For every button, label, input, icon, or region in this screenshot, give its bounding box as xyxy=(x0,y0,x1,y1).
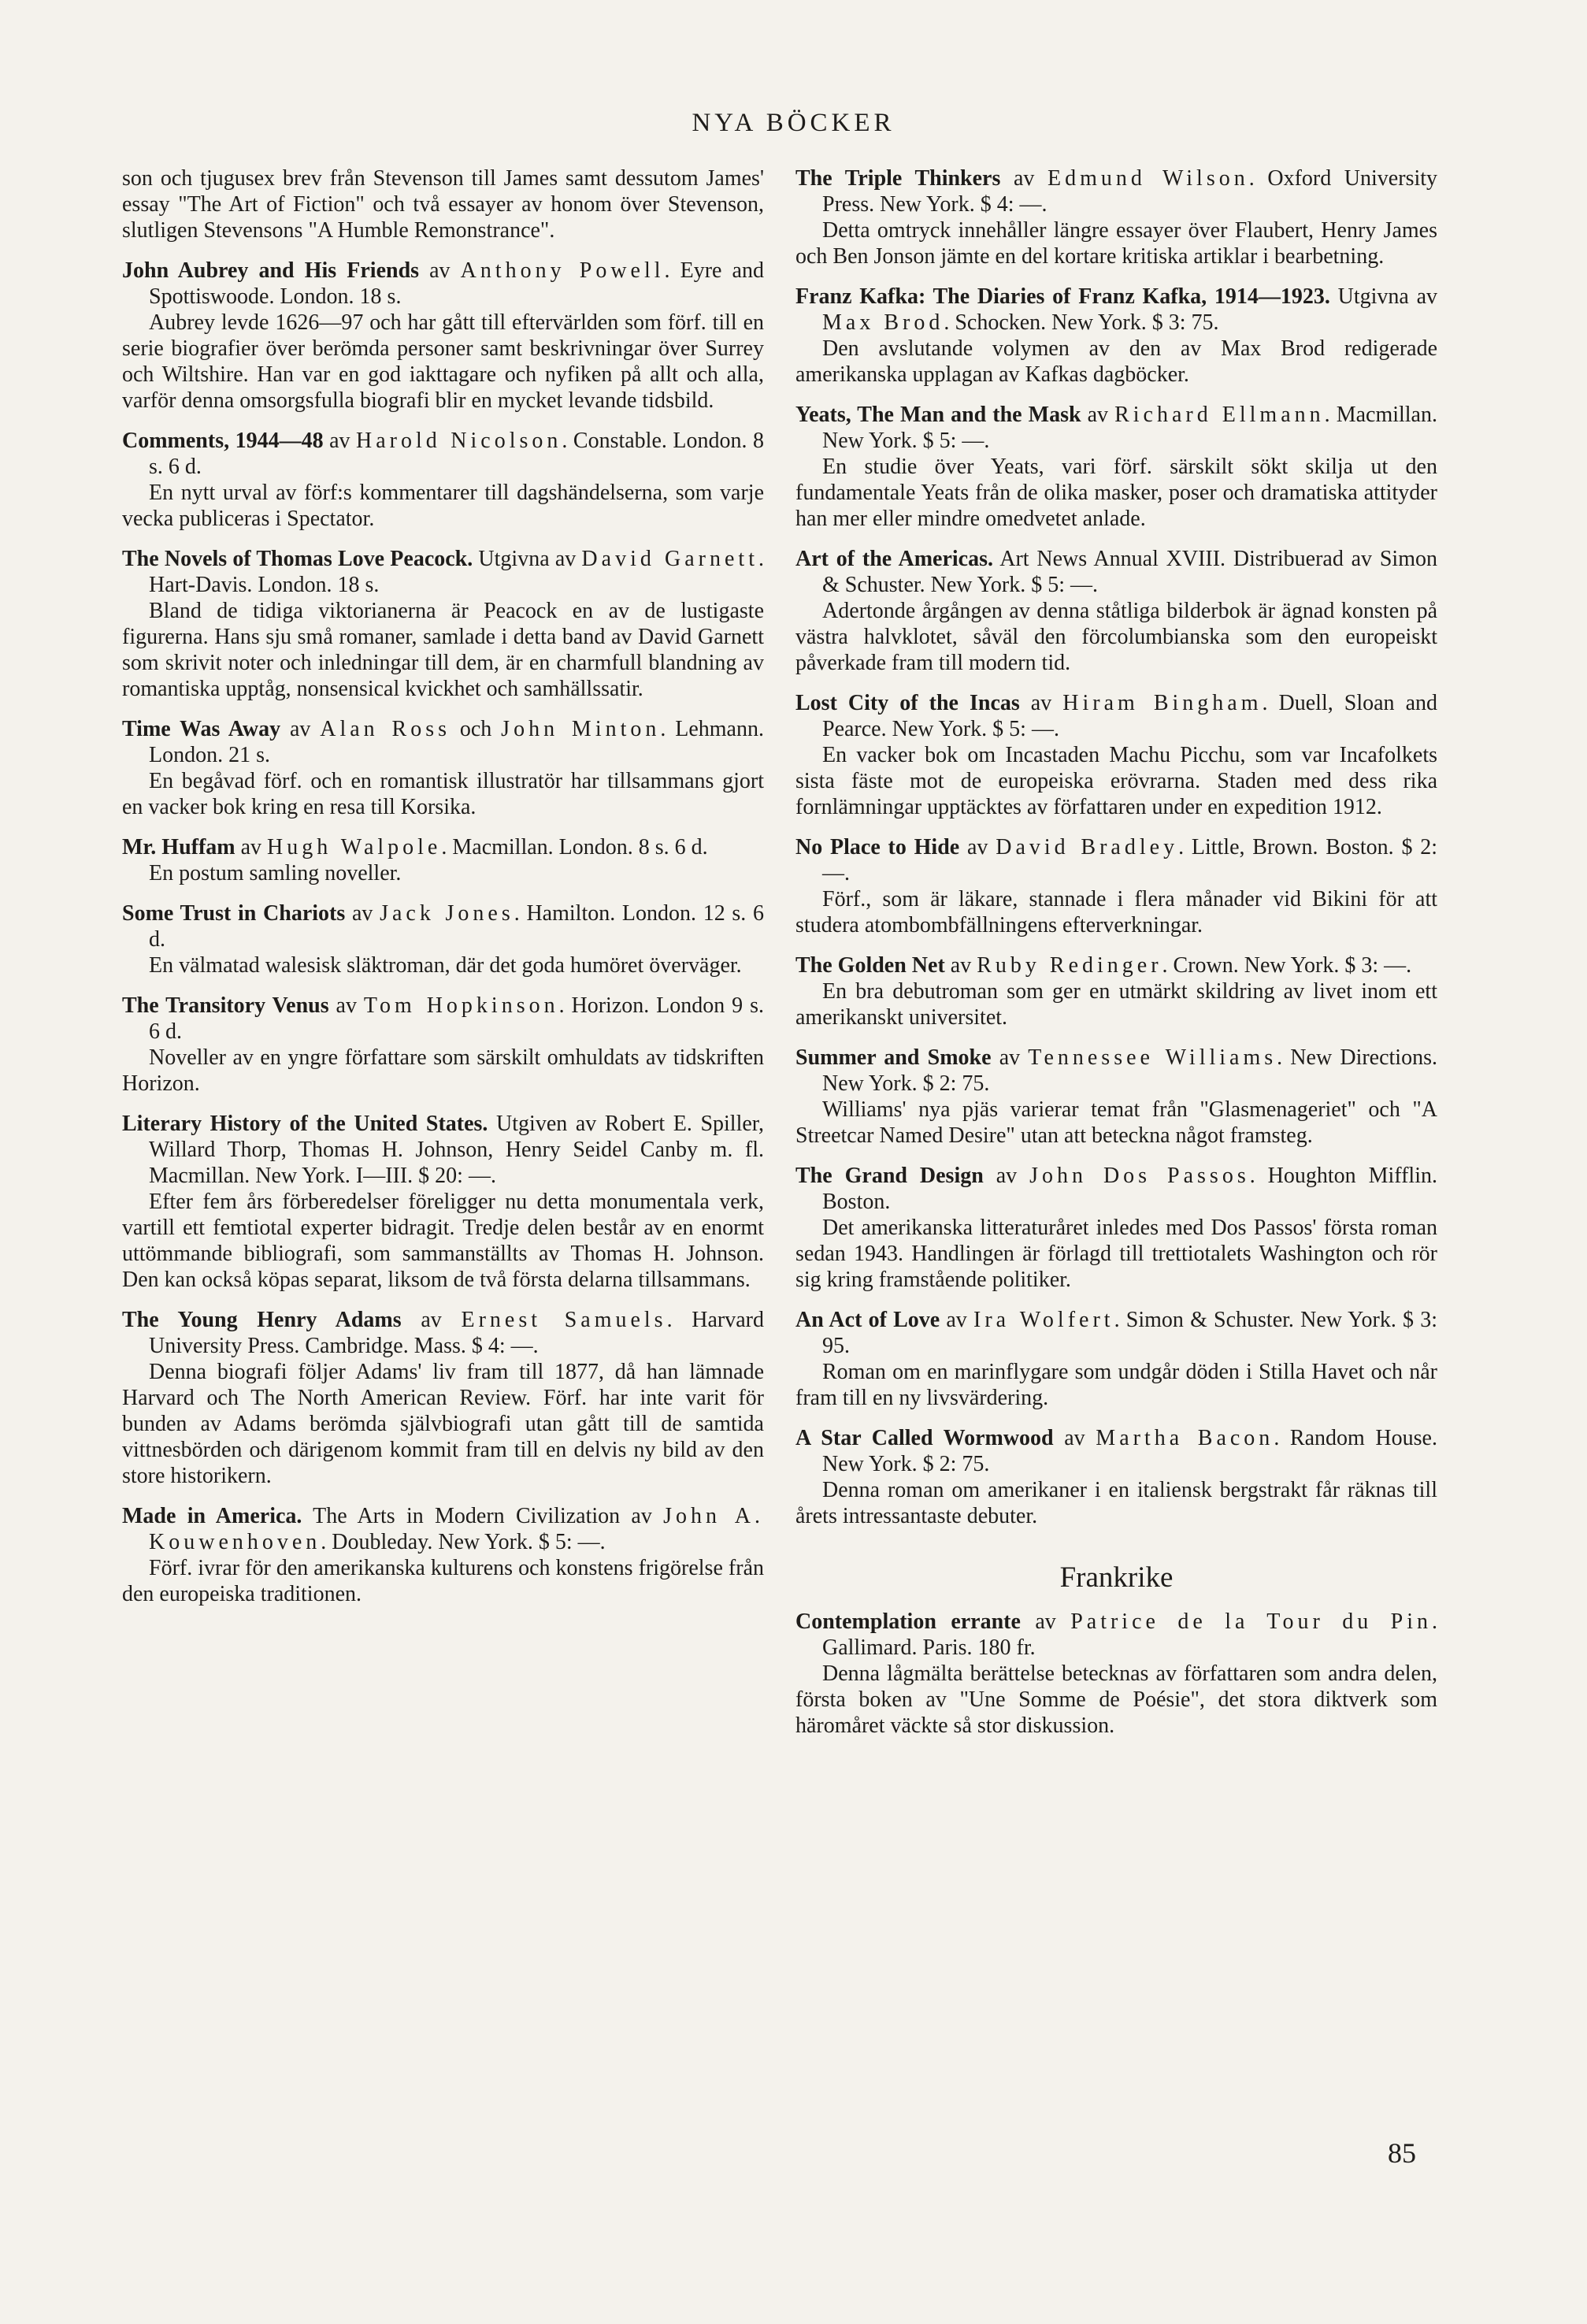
entry-description: En välmatad walesisk släktroman, där det goda humöret överväger. xyxy=(149,953,742,978)
book-title: Art of the Americas. xyxy=(795,547,993,571)
connector-text: Utgivna av xyxy=(1329,284,1438,309)
book-entry xyxy=(795,1045,1437,1149)
book-title: A Star Called Wormwood xyxy=(795,1426,1054,1450)
entry-description: Den avslutande volymen av den av Max Brod redigerade amerikanska upplagan av Kafkas dagböcker. xyxy=(795,336,1437,387)
entry-description: Adertonde årgången av denna ståtliga bilderbok är ägnad konsten på västra halvklotet, såväl den förcolumbianska som den europeiskt påverkade fram till modern tid. xyxy=(795,599,1437,675)
entry-description: Detta omtryck innehåller längre essayer över Flaubert, Henry James och Ben Jonson jämte en del kortare kritiska artiklar i bearbetning. xyxy=(795,218,1437,269)
publication-info: . Crown. New York. $ 3: —. xyxy=(1162,953,1412,978)
book-entry xyxy=(795,546,1437,676)
book-title: Made in America. xyxy=(122,1504,302,1528)
connector-text: av xyxy=(1081,403,1115,427)
publication-info: . Macmillan. London. 8 s. 6 d. xyxy=(441,835,708,859)
entry-heading xyxy=(122,993,764,1045)
book-entry xyxy=(795,834,1437,938)
author-name: Tom Hopkinson xyxy=(363,993,559,1018)
entry-heading xyxy=(795,952,1437,978)
author-name: Ernest Samuels xyxy=(461,1308,667,1332)
connector-text: av xyxy=(345,901,380,926)
publication-info: . Horizon. London 9 s. 6 d. xyxy=(149,993,764,1044)
running-header: NYA BÖCKER xyxy=(692,109,895,137)
entry-heading xyxy=(795,690,1437,742)
connector-text: av xyxy=(1020,1609,1071,1634)
connector-text: av xyxy=(419,258,461,283)
entry-description: Williams' nya pjäs varierar temat från "Glasmenageriet" och "A Streetcar Named Desire" utan att beteckna något framsteg. xyxy=(795,1097,1437,1148)
publication-info: . Lehmann. London. 21 s. xyxy=(149,717,764,767)
publication-info: . Doubleday. New York. $ 5: —. xyxy=(321,1530,606,1554)
connector-text: av xyxy=(1053,1426,1096,1450)
author-name: Anthony Powell xyxy=(460,258,665,283)
left-column xyxy=(122,165,764,1621)
book-entry xyxy=(795,1425,1437,1529)
entry-heading xyxy=(795,1045,1437,1097)
entry-description: En nytt urval av förf:s kommentarer till dagshändelserna, som varje vecka publiceras i Spectator. xyxy=(122,481,764,531)
book-entry xyxy=(122,428,764,532)
section-title: Frankrike xyxy=(1059,1561,1174,1594)
author-name: Max Brod xyxy=(822,310,944,335)
book-entry xyxy=(122,716,764,820)
connector-text: av xyxy=(323,429,357,453)
author-name: Martha Bacon xyxy=(1096,1426,1274,1450)
book-title: Franz Kafka: The Diaries of Franz Kafka, 1914—1923. xyxy=(795,284,1330,309)
book-title: John Aubrey and His Friends xyxy=(122,258,420,283)
entry-heading xyxy=(122,1503,764,1555)
entry-description: En begåvad förf. och en romantisk illustratör har tillsammans gjort en vacker bok kring en resa till Korsika. xyxy=(122,769,764,819)
entry-heading xyxy=(795,1609,1437,1661)
connector-text: av xyxy=(328,993,364,1018)
book-entry xyxy=(795,1307,1437,1411)
book-entry xyxy=(795,284,1437,388)
entry-description: Roman om en marinflygare som undgår döden i Stilla Havet och når fram till en ny livsvärdering. xyxy=(795,1360,1437,1410)
publication-info: Art News Annual XVIII. Distribuerad av Simon & Schuster. New York. $ 5: —. xyxy=(822,547,1437,597)
connector-text: av xyxy=(991,1045,1029,1070)
book-entry xyxy=(122,900,764,978)
author-name: John Dos Passos xyxy=(1029,1164,1250,1188)
publication-info: . Macmillan. New York. $ 5: —. xyxy=(822,403,1437,453)
publication-info: The Arts in Modern Civilization av xyxy=(302,1504,664,1528)
author-name: David Garnett xyxy=(581,547,758,571)
author-name: Edmund Wilson xyxy=(1047,166,1249,191)
connector-text: av xyxy=(940,1308,973,1332)
book-entry xyxy=(122,1503,764,1607)
entry-heading xyxy=(122,900,764,952)
book-entry xyxy=(122,165,764,243)
publication-info: . Hamilton. London. 12 s. 6 d. xyxy=(149,901,764,952)
book-entry xyxy=(795,165,1437,269)
entry-heading xyxy=(795,284,1437,336)
connector-text: och xyxy=(451,717,502,741)
entry-description: Förf., som är läkare, stannade i flera månader vid Bikini för att studera atombombfällningens efterverkningar. xyxy=(795,887,1437,937)
entry-description: Denna lågmälta berättelse betecknas av författaren som andra delen, första boken av "Une Somme de Poésie", det stora diktverk som häromåret väckte så stor diskussion. xyxy=(795,1661,1437,1738)
entry-description: Det amerikanska litteraturåret inledes med Dos Passos' första roman sedan 1943. Handlingen är förlagd till trettiotalets Washington och rör sig kring framstående politiker. xyxy=(795,1216,1437,1292)
connector-text: av xyxy=(1019,691,1063,715)
publication-info: . Houghton Mifflin. Boston. xyxy=(822,1164,1437,1214)
entry-description: Denna roman om amerikaner i en italiensk bergstrakt får räknas till årets intressantaste debuter. xyxy=(795,1478,1437,1528)
book-entry xyxy=(795,952,1437,1030)
book-entry xyxy=(795,1609,1437,1739)
book-entry xyxy=(122,258,764,414)
entry-description: En vacker bok om Incastaden Machu Picchu, som var Incafolkets sista fäste mot de europeiska erövrarna. Staden med dess rika fornlämningar upptäcktes av författaren under en expedition 1912. xyxy=(795,743,1437,819)
book-title: No Place to Hide xyxy=(795,835,960,859)
author-name: David Bradley xyxy=(996,835,1179,859)
book-title: Lost City of the Incas xyxy=(795,691,1020,715)
connector-text: av xyxy=(959,835,996,859)
right-column xyxy=(795,165,1437,1753)
entry-heading xyxy=(795,1425,1437,1477)
author-name: Harold Nicolson xyxy=(356,429,562,453)
book-title: Yeats, The Man and the Mask xyxy=(795,403,1081,427)
publication-info: . Little, Brown. Boston. $ 2: —. xyxy=(822,835,1438,885)
book-entry xyxy=(122,1307,764,1489)
author-name: Tennessee Williams xyxy=(1028,1045,1277,1070)
publication-info: . Hart-Davis. London. 18 s. xyxy=(149,547,764,597)
author-name: Jack Jones xyxy=(380,901,514,926)
entry-heading xyxy=(122,1111,764,1189)
entry-description: En studie över Yeats, vari förf. särskilt sökt skilja ut den fundamentale Yeats från de olika masker, poser och dramatiska attityder han mer eller mindre omedvetet anlade. xyxy=(795,455,1437,531)
publication-info: . Schocken. New York. $ 3: 75. xyxy=(944,310,1219,335)
book-title: Summer and Smoke xyxy=(795,1045,992,1070)
book-title: Literary History of the United States. xyxy=(122,1112,488,1136)
book-title: An Act of Love xyxy=(795,1308,940,1332)
book-title: The Triple Thinkers xyxy=(795,166,1001,191)
entry-heading xyxy=(122,258,764,310)
book-entry xyxy=(122,1111,764,1293)
author-name: Richard Ellmann xyxy=(1114,403,1325,427)
author-name: Hugh Walpole xyxy=(267,835,442,859)
book-title: Time Was Away xyxy=(122,717,281,741)
entry-description: En postum samling noveller. xyxy=(149,861,402,885)
entry-heading xyxy=(795,402,1437,454)
publication-info: . Random House. New York. $ 2: 75. xyxy=(822,1426,1437,1476)
publication-info: . Eyre and Spottiswoode. London. 18 s. xyxy=(149,258,764,309)
book-title: The Golden Net xyxy=(795,953,945,978)
entry-heading xyxy=(122,428,764,480)
author-name: Ruby Redinger xyxy=(977,953,1162,978)
connector-text: av xyxy=(1000,166,1047,191)
entry-description: son och tjugusex brev från Stevenson till James samt dessutom James' essay "The Art of Fiction" och två essayer av honom över Stevenson, slutligen Stevensons "A Humble Remonstrance". xyxy=(122,166,764,243)
book-title: Comments, 1944—48 xyxy=(122,429,324,453)
book-title: Mr. Huffam xyxy=(122,835,235,859)
publication-info: Utgiven av Robert E. Spiller, Willard Thorp, Thomas H. Johnson, Henry Seidel Canby m. fl. Macmillan. New York. I—III. $ 20: —. xyxy=(149,1112,764,1188)
connector-text: av xyxy=(401,1308,462,1332)
connector-text: Utgivna av xyxy=(473,547,582,571)
connector-text: av xyxy=(235,835,268,859)
author-name: Ira Wolfert xyxy=(973,1308,1114,1332)
page-number: 85 xyxy=(1388,2137,1416,2169)
entry-heading xyxy=(795,834,1437,886)
entry-description: Bland de tidiga viktorianerna är Peacock en av de lustigaste figurerna. Hans sju små romaner, samlade i detta band av David Garnett som skrivit noter och inledningar till dem, är en charmfull blandning av romantiska upptåg, nonsensical kvickhet och samhällssatir. xyxy=(122,599,764,701)
publication-info: . Constable. London. 8 s. 6 d. xyxy=(149,429,764,479)
entry-description: En bra debutroman som ger en utmärkt skildring av livet inom ett amerikanskt universitet. xyxy=(795,979,1437,1030)
connector-text: av xyxy=(280,717,321,741)
book-title: Contemplation errante xyxy=(795,1609,1021,1634)
publication-info: . New Directions. New York. $ 2: 75. xyxy=(822,1045,1437,1096)
entry-description: Förf. ivrar för den amerikanska kulturens och konstens frigörelse från den europeiska traditionen. xyxy=(122,1556,764,1606)
book-title: The Young Henry Adams xyxy=(122,1308,402,1332)
entry-description: Efter fem års förberedelser föreligger nu detta monumentala verk, vartill ett femtiotal experter bidragit. Tredje delen består av en enormt uttömmande bibliografi, som sammanställts av Thomas H. Johnson. Den kan också köpas separat, liksom de två första delarna tillsammans. xyxy=(122,1190,764,1292)
entry-heading xyxy=(795,546,1437,598)
book-entry xyxy=(122,993,764,1097)
author-name: John A. Kouwenhoven xyxy=(149,1504,764,1554)
book-entry xyxy=(122,546,764,702)
publication-info: . Harvard University Press. Cambridge. Mass. $ 4: —. xyxy=(149,1308,764,1358)
author-name: Alan Ross xyxy=(320,717,451,741)
author-name: Patrice de la Tour du Pin xyxy=(1070,1609,1432,1634)
book-title: The Novels of Thomas Love Peacock. xyxy=(122,547,473,571)
publication-info: . Simon & Schuster. New York. $ 3: 95. xyxy=(822,1308,1437,1358)
publication-info: . Duell, Sloan and Pearce. New York. $ 5: —. xyxy=(822,691,1437,741)
book-title: The Transitory Venus xyxy=(122,993,329,1018)
publication-info: . Oxford University Press. New York. $ 4: —. xyxy=(822,166,1438,217)
entry-heading xyxy=(122,1307,764,1359)
entry-heading xyxy=(122,834,764,860)
entry-heading xyxy=(795,1307,1437,1359)
book-title: Some Trust in Chariots xyxy=(122,901,346,926)
author-name: John Minton xyxy=(501,717,661,741)
entry-description: Denna biografi följer Adams' liv fram till 1877, då han lämnade Harvard och The North American Review. Förf. har inte varit för bunden av Adams berömda självbiografi utan gått till de samtida vittnesbörden och därigenom kommit fram till en delvis ny bild av den store historikern. xyxy=(122,1360,764,1488)
entry-heading xyxy=(795,165,1437,217)
connector-text: av xyxy=(944,953,977,978)
author-name: Hiram Bingham xyxy=(1062,691,1263,715)
entry-description: Noveller av en yngre författare som särskilt omhuldats av tidskriften Horizon. xyxy=(122,1045,764,1096)
book-entry xyxy=(795,690,1437,820)
entry-heading xyxy=(795,1163,1437,1215)
book-title: The Grand Design xyxy=(795,1164,984,1188)
book-entry xyxy=(122,834,764,886)
entry-description: Aubrey levde 1626—97 och har gått till eftervärlden som förf. till en serie biografier över berömda personer samt beskrivningar över Surrey och Wiltshire. Han var en god iakttagare och nyfiken på allt och alla, varför denna omsorgsfulla biografi blir en mycket levande tidsbild. xyxy=(122,310,764,413)
connector-text: av xyxy=(983,1164,1030,1188)
entry-heading xyxy=(122,546,764,598)
book-entry xyxy=(795,1163,1437,1293)
book-entry xyxy=(795,402,1437,532)
entry-heading xyxy=(122,716,764,768)
publication-info: . Gallimard. Paris. 180 fr. xyxy=(822,1609,1437,1660)
